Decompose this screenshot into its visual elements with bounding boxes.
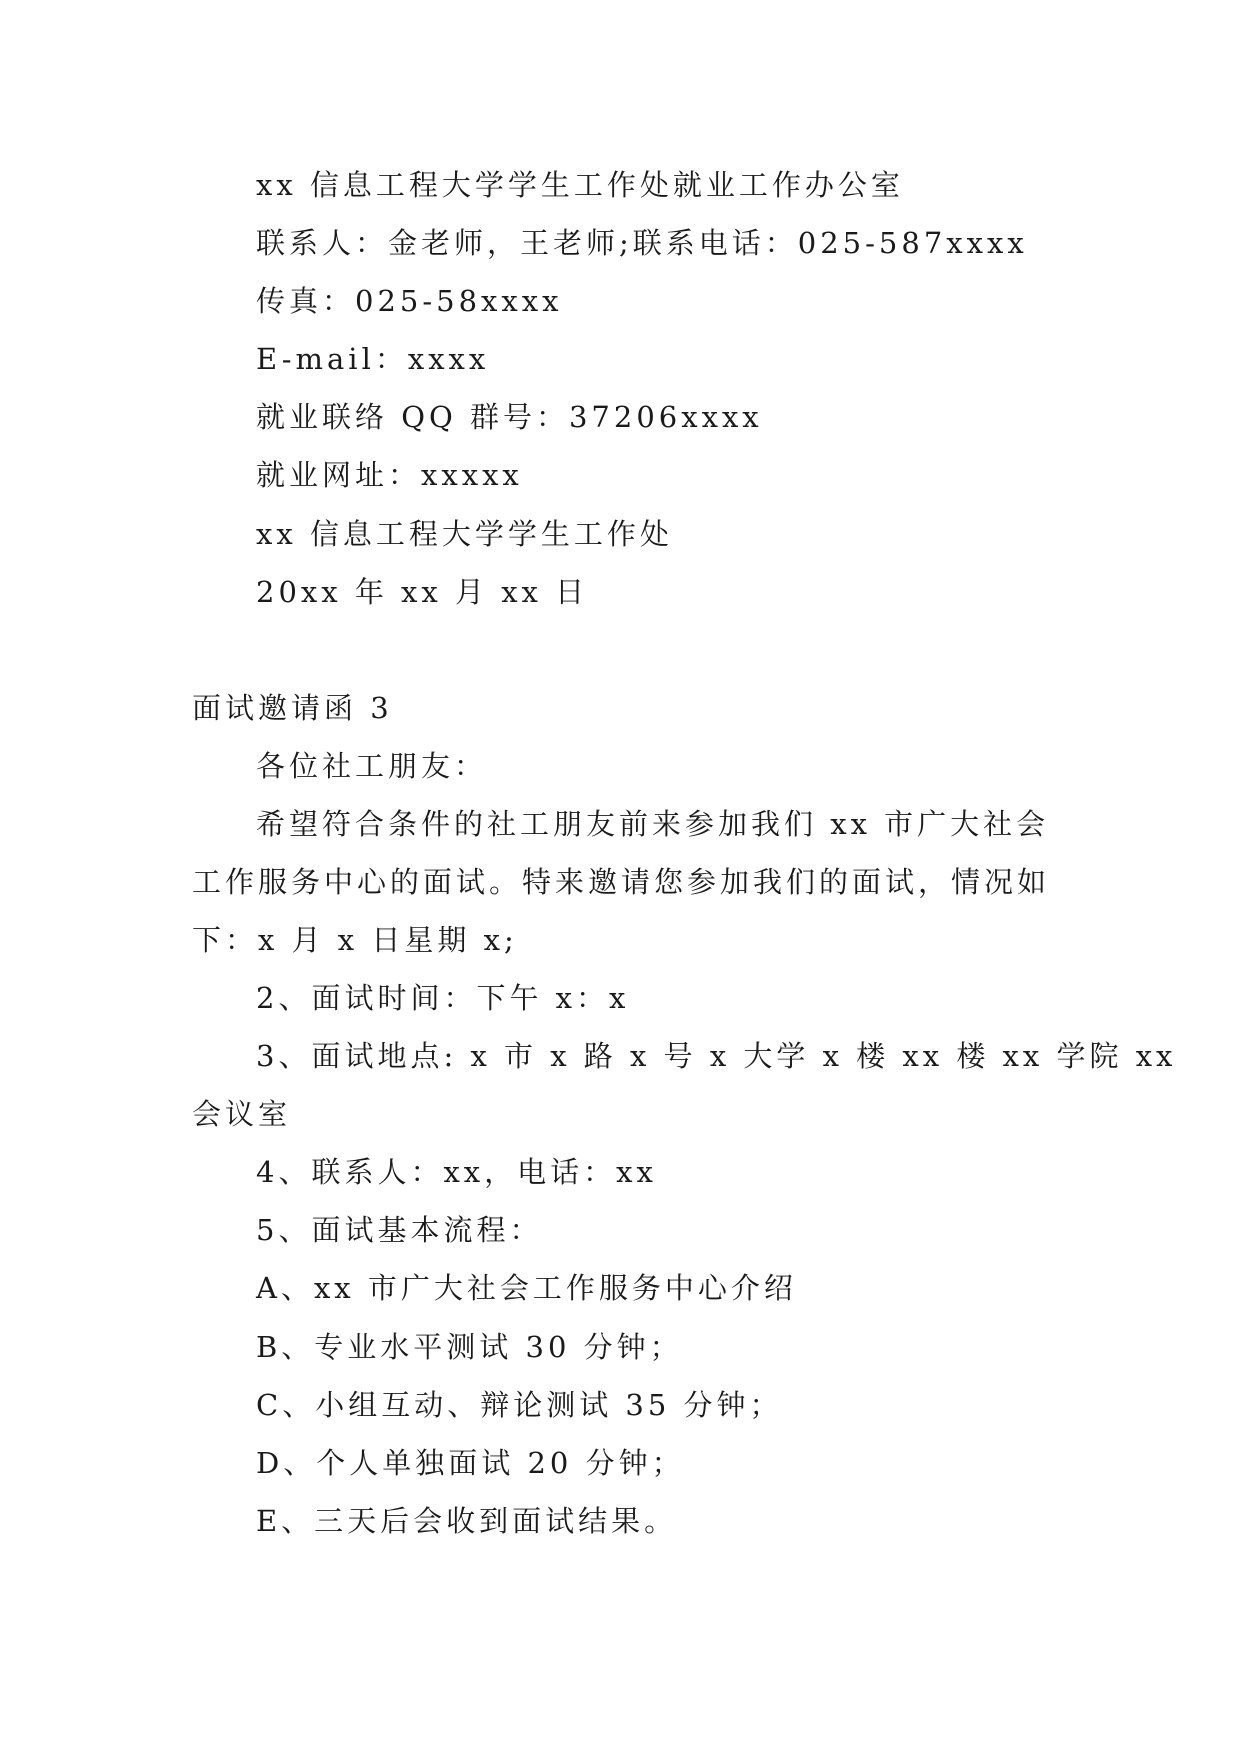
process-step-e: E、三天后会收到面试结果。 [256, 1504, 678, 1538]
greeting: 各位社工朋友： [256, 749, 488, 783]
fax-number: 传真：025-58xxxx [256, 284, 563, 318]
interview-time: 2、面试时间：下午 x：x [256, 981, 630, 1015]
signature: xx 信息工程大学学生工作处 [256, 517, 673, 551]
body-paragraph-line-1: 希望符合条件的社工朋友前来参加我们 xx 市广大社会 [256, 807, 1050, 841]
process-step-a: A、xx 市广大社会工作服务中心介绍 [256, 1271, 797, 1305]
office-name: xx 信息工程大学学生工作处就业工作办公室 [256, 168, 904, 202]
interview-place-line-1: 3、面试地点: x 市 x 路 x 号 x 大学 x 楼 xx 楼 xx 学院 xx [256, 1039, 1177, 1073]
qq-group: 就业联络 QQ 群号：37206xxxx [256, 400, 763, 434]
signature-date: 20xx 年 xx 月 xx 日 [256, 575, 589, 609]
section-heading: 面试邀请函 3 [192, 691, 393, 725]
process-step-d: D、个人单独面试 20 分钟； [256, 1446, 685, 1480]
process-step-b: B、专业水平测试 30 分钟； [256, 1330, 683, 1364]
body-paragraph-line-3: 下：x 月 x 日星期 x; [192, 923, 518, 957]
process-step-c: C、小组互动、辩论测试 35 分钟； [256, 1388, 783, 1422]
email-address: E-mail：xxxx [256, 342, 490, 376]
contact-persons: 联系人：金老师，王老师;联系电话：025-587xxxx [256, 226, 1028, 260]
interview-contact: 4、联系人：xx，电话：xx [256, 1155, 657, 1189]
interview-process-title: 5、面试基本流程： [256, 1213, 543, 1247]
body-paragraph-line-2: 工作服务中心的面试。特来邀请您参加我们的面试，情况如 [192, 865, 1051, 899]
website: 就业网址：xxxxx [256, 458, 523, 492]
interview-place-line-2: 会议室 [192, 1097, 292, 1131]
